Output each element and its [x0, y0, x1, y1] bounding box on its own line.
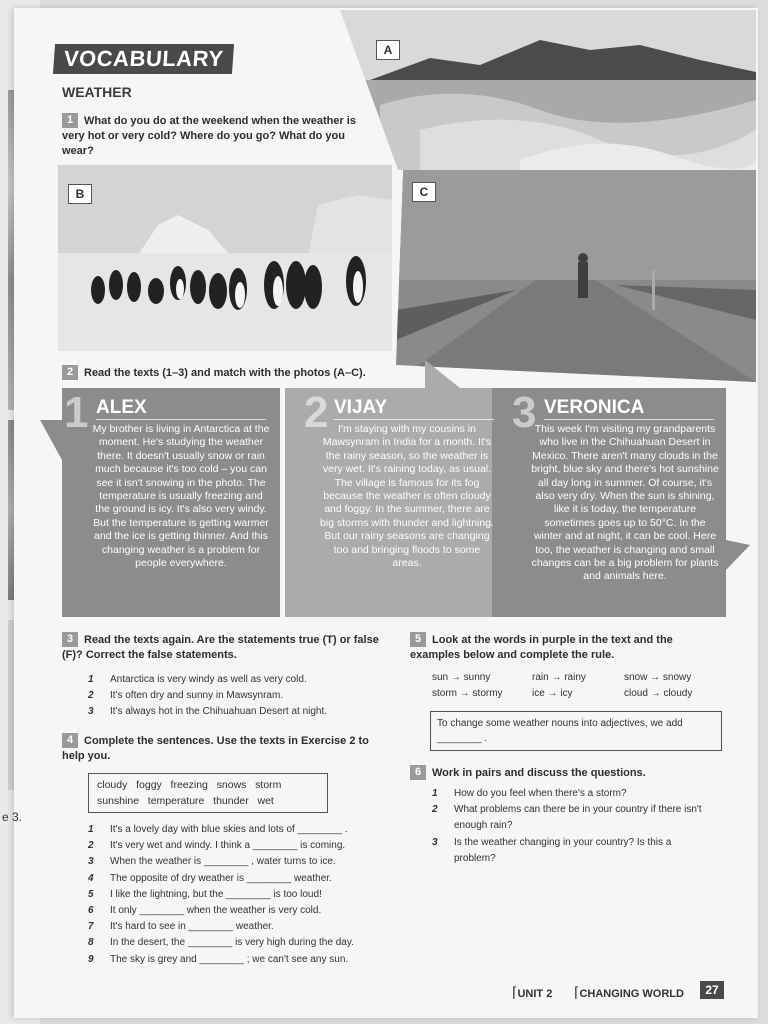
exercise-5-text: Look at the words in purple in the text and the examples below and complete the rule.	[410, 634, 673, 661]
list-item: 3 When the weather is ________ , water turns to ice.	[88, 856, 336, 868]
exercise-3-items	[88, 672, 388, 721]
section-title: VOCABULARY	[53, 44, 235, 74]
text-1-body: My brother is living in Antarctica at the moment. He's studying the weather there. It doesn't usually snow or rain much because it's too cold – you can see it isn't snowing in the photo. The temperature is usually freezing and the ground is icy. It's also very windy. But the temperature is getting warmer and the ice is getting thinner. And this changing weather is a problem for people everywhere.	[92, 423, 270, 570]
photo-b-label: B	[68, 184, 92, 204]
text-3-number: 3	[512, 388, 537, 437]
text-3-body: This week I'm visiting my grandparents who live in the Chihuahuan Desert in Mexico. There aren't many clouds in the bright, blue sky and there's hot sunshine all day long in summer. Of course, it's also very dry. When the sun is shining, like it is today, the temperature sometimes goes up to 50°C. In the winter and at night, it can be cool. Here too, the weather is changing and small changes can be a big problem for plants and animals here.	[531, 423, 719, 583]
exercise-4-text: Complete the sentences. Use the texts in Exercise 2 to help you.	[62, 735, 369, 762]
exercise-number: 3	[62, 632, 78, 647]
list-item: 3 Is the weather changing in your country? Is this a problem?	[432, 836, 672, 864]
footer-topic: ⌈CHANGING WORLD	[574, 984, 684, 1000]
list-item: 2 It's very wet and windy. I think a ________ is coming.	[88, 840, 346, 852]
text-2-body: I'm staying with my cousins in Mawsynram in India for a month. It's the rainy season, so the weather is very wet. It's raining today, as usual. The village is famous for its fog because the weather is often cloudy and foggy. In the summer, there are big storms with thunder and lightning. But our rainy seasons are changing too and bringing floods to some areas.	[320, 423, 494, 570]
text-2-name: VIJAY	[334, 397, 388, 418]
word-box-row: sunshine temperature thunder wet	[97, 795, 274, 807]
text-3-rule	[544, 419, 714, 420]
list-item: 8 In the desert, the ________ is very high during the day.	[88, 937, 354, 949]
exercise-3	[62, 632, 382, 663]
exercise-1	[62, 113, 372, 159]
list-item: 6 It only ________ when the weather is very cold.	[88, 905, 322, 917]
page-number: 27	[700, 981, 724, 999]
text-1-name: ALEX	[96, 397, 147, 418]
exercise-6-text: Work in pairs and discuss the questions.	[432, 767, 646, 779]
facing-page-text: e 3.	[2, 810, 23, 824]
desert-image	[340, 10, 756, 170]
list-item: 1 Antarctica is very windy as well as very cold.	[88, 674, 307, 685]
exercise-5	[410, 632, 720, 663]
text-2-rule	[334, 419, 494, 420]
exercise-6	[410, 765, 720, 781]
photo-b-penguins	[58, 165, 392, 351]
photo-c-fog	[396, 170, 756, 382]
exercise-2-text: Read the texts (1–3) and match with the photos (A–C).	[84, 367, 366, 379]
word-box-row: cloudy foggy freezing snows storm	[97, 779, 282, 791]
rule-box: To change some weather nouns into adjectives, we add ________ .	[430, 711, 722, 751]
exercise-number: 2	[62, 365, 78, 380]
list-item: 9 The sky is grey and ________ ; we can't see any sun.	[88, 953, 349, 965]
text-1-rule	[96, 419, 266, 420]
fog-image	[396, 170, 756, 382]
exercise-4	[62, 733, 382, 764]
text-1-number: 1	[64, 388, 89, 437]
photo-a-label: A	[376, 40, 400, 60]
word-pairs	[432, 670, 722, 702]
exercise-6-items	[432, 786, 722, 867]
word-pairs-row: sun → sunny rain → rainy snow → snowy	[432, 672, 692, 683]
exercise-1-text: What do you do at the weekend when the weather is very hot or very cold? Where do you go? What do you wear?	[62, 115, 356, 157]
list-item: 5 I like the lightning, but the ________ is too loud!	[88, 888, 322, 900]
exercise-number: 6	[410, 765, 426, 780]
exercise-number: 5	[410, 632, 426, 647]
exercise-number: 4	[62, 733, 78, 748]
list-item: 3 It's always hot in the Chihuahuan Desert at night.	[88, 706, 328, 718]
list-item: 1 How do you feel when there's a storm?	[432, 788, 627, 799]
word-pairs-row: storm → stormy ice → icy cloud → cloudy	[432, 688, 693, 699]
exercise-4-items	[88, 822, 388, 968]
text-3-name: VERONICA	[544, 397, 645, 418]
text-2-number: 2	[304, 388, 329, 437]
word-box	[88, 773, 328, 813]
exercise-number: 1	[62, 113, 78, 128]
section-subtitle: WEATHER	[62, 84, 132, 100]
penguins-image	[58, 165, 392, 351]
footer-unit: ⌈UNIT 2	[512, 984, 553, 1000]
list-item: 4 The opposite of dry weather is ________ weather.	[88, 872, 332, 884]
photo-a-desert	[340, 10, 756, 170]
list-item: 2 It's often dry and sunny in Mawsynram.	[88, 690, 284, 702]
list-item: 7 It's hard to see in ________ weather.	[88, 921, 274, 933]
photo-c-label: C	[412, 182, 436, 202]
list-item: 1 It's a lovely day with blue skies and lots of ________ .	[88, 824, 348, 835]
list-item: 2 What problems can there be in your country if there isn't enough rain?	[432, 804, 702, 832]
exercise-3-text: Read the texts again. Are the statements true (T) or false (F)? Correct the false statements.	[62, 634, 379, 661]
